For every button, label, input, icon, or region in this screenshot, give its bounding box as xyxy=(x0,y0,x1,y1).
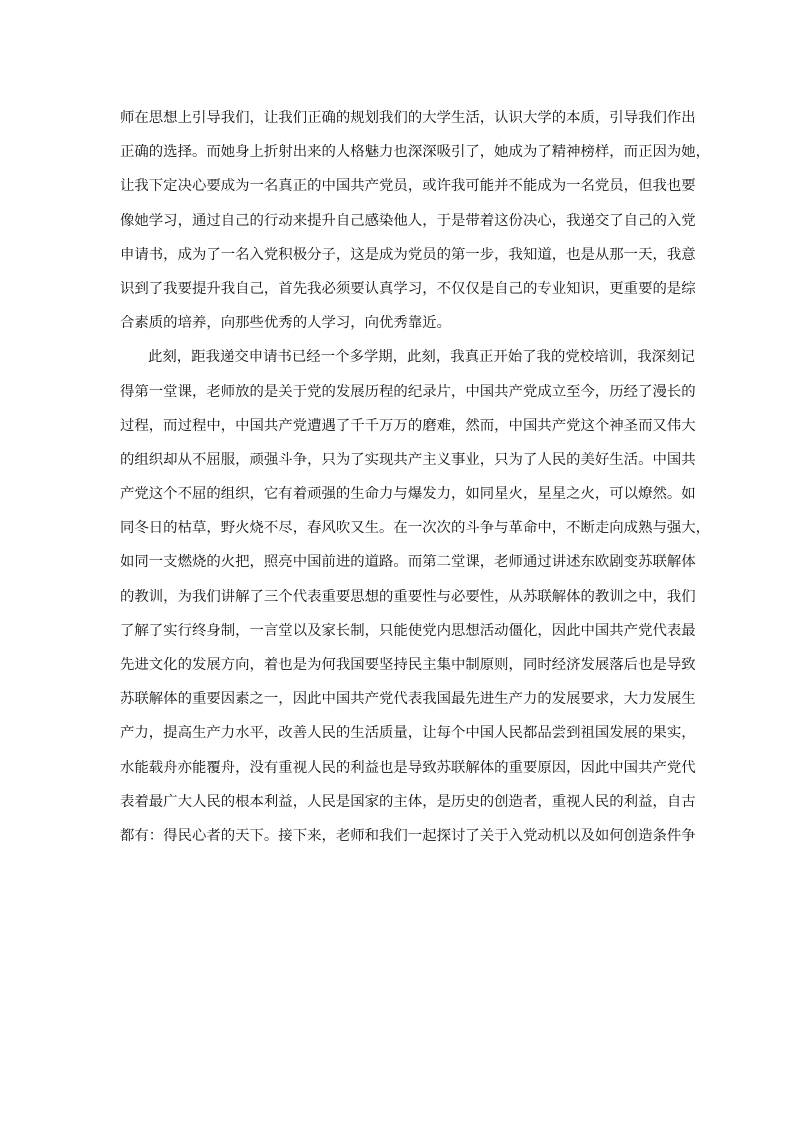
text-line: 同冬日的枯草，野火烧不尽，春风吹又生。在一次次的斗争与革命中，不断走向成熟与强大， xyxy=(120,520,711,537)
paragraph-first-line: 此刻，距我递交申请书已经一个多学期，此刻，我真正开始了我的党校培训，我深刻记 xyxy=(148,349,695,366)
text-line: 了解了实行终身制，一言堂以及家长制，只能使党内思想活动僵化，因此中国共产党代表最 xyxy=(120,622,696,639)
text-line: 都有：得民心者的天下。接下来，老师和我们一起探讨了关于入党动机以及如何创造条件争 xyxy=(120,827,696,844)
body-text xyxy=(120,106,711,858)
text-line: 苏联解体的重要因素之一，因此中国共产党代表我国最先进生产力的发展要求，大力发展生 xyxy=(120,691,696,708)
text-line: 表着最广大人民的根本利益，人民是国家的主体，是历史的创造者，重视人民的利益，自古 xyxy=(120,793,696,810)
text-line: 的组织却从不屈服，顽强斗争，只为了实现共产主义事业，只为了人民的美好生活。中国共 xyxy=(120,451,696,468)
text-line: 让我下定决心要成为一名真正的中国共产党员，或许我可能并不能成为一名党员，但我也要 xyxy=(120,178,696,195)
text-line: 如同一支燃烧的火把，照亮中国前进的道路。而第二堂课，老师通过讲述东欧剧变苏联解体 xyxy=(120,554,696,571)
text-line: 先进文化的发展方向，着也是为何我国要坚持民主集中制原则，同时经济发展落后也是导致 xyxy=(120,657,696,673)
text-line: 合素质的培养，向那些优秀的人学习，向优秀靠近。 xyxy=(120,315,451,332)
text-line: 师在思想上引导我们，让我们正确的规划我们的大学生活，认识大学的本质，引导我们作出 xyxy=(120,110,696,126)
text-line: 产党这个不屈的组织，它有着顽强的生命力与爆发力，如同星火，星星之火，可以燎然。如 xyxy=(120,486,696,503)
text-line: 申请书，成为了一名入党积极分子，这是成为党员的第一步，我知道，也是从那一天，我意 xyxy=(120,246,696,263)
text-line: 像她学习，通过自己的行动来提升自己感染他人，于是带着这份决心，我递交了自己的入党 xyxy=(120,212,696,229)
text-line: 识到了我要提升我自己，首先我必须要认真学习，不仅仅是自己的专业知识，更重要的是综 xyxy=(120,280,696,297)
text-line: 过程，而过程中，中国共产党遭遇了千千万万的磨难，然而，中国共产党这个神圣而又伟大 xyxy=(120,417,696,434)
text-line: 得第一堂课，老师放的是关于党的发展历程的纪录片，中国共产党成立至今，历经了漫长的 xyxy=(120,383,696,400)
text-line: 正确的选择。而她身上折射出来的人格魅力也深深吸引了，她成为了精神榜样，而正因为她， xyxy=(120,144,711,161)
text-line: 水能载舟亦能覆舟，没有重视人民的利益也是导致苏联解体的重要原因，因此中国共产党代 xyxy=(120,759,696,776)
text-line: 的教训，为我们讲解了三个代表重要思想的重要性与必要性，从苏联解体的教训之中，我们 xyxy=(120,588,696,605)
text-line: 产力，提高生产力水平，改善人民的生活质量，让每个中国人民都品尝到祖国发展的果实， xyxy=(120,725,696,742)
